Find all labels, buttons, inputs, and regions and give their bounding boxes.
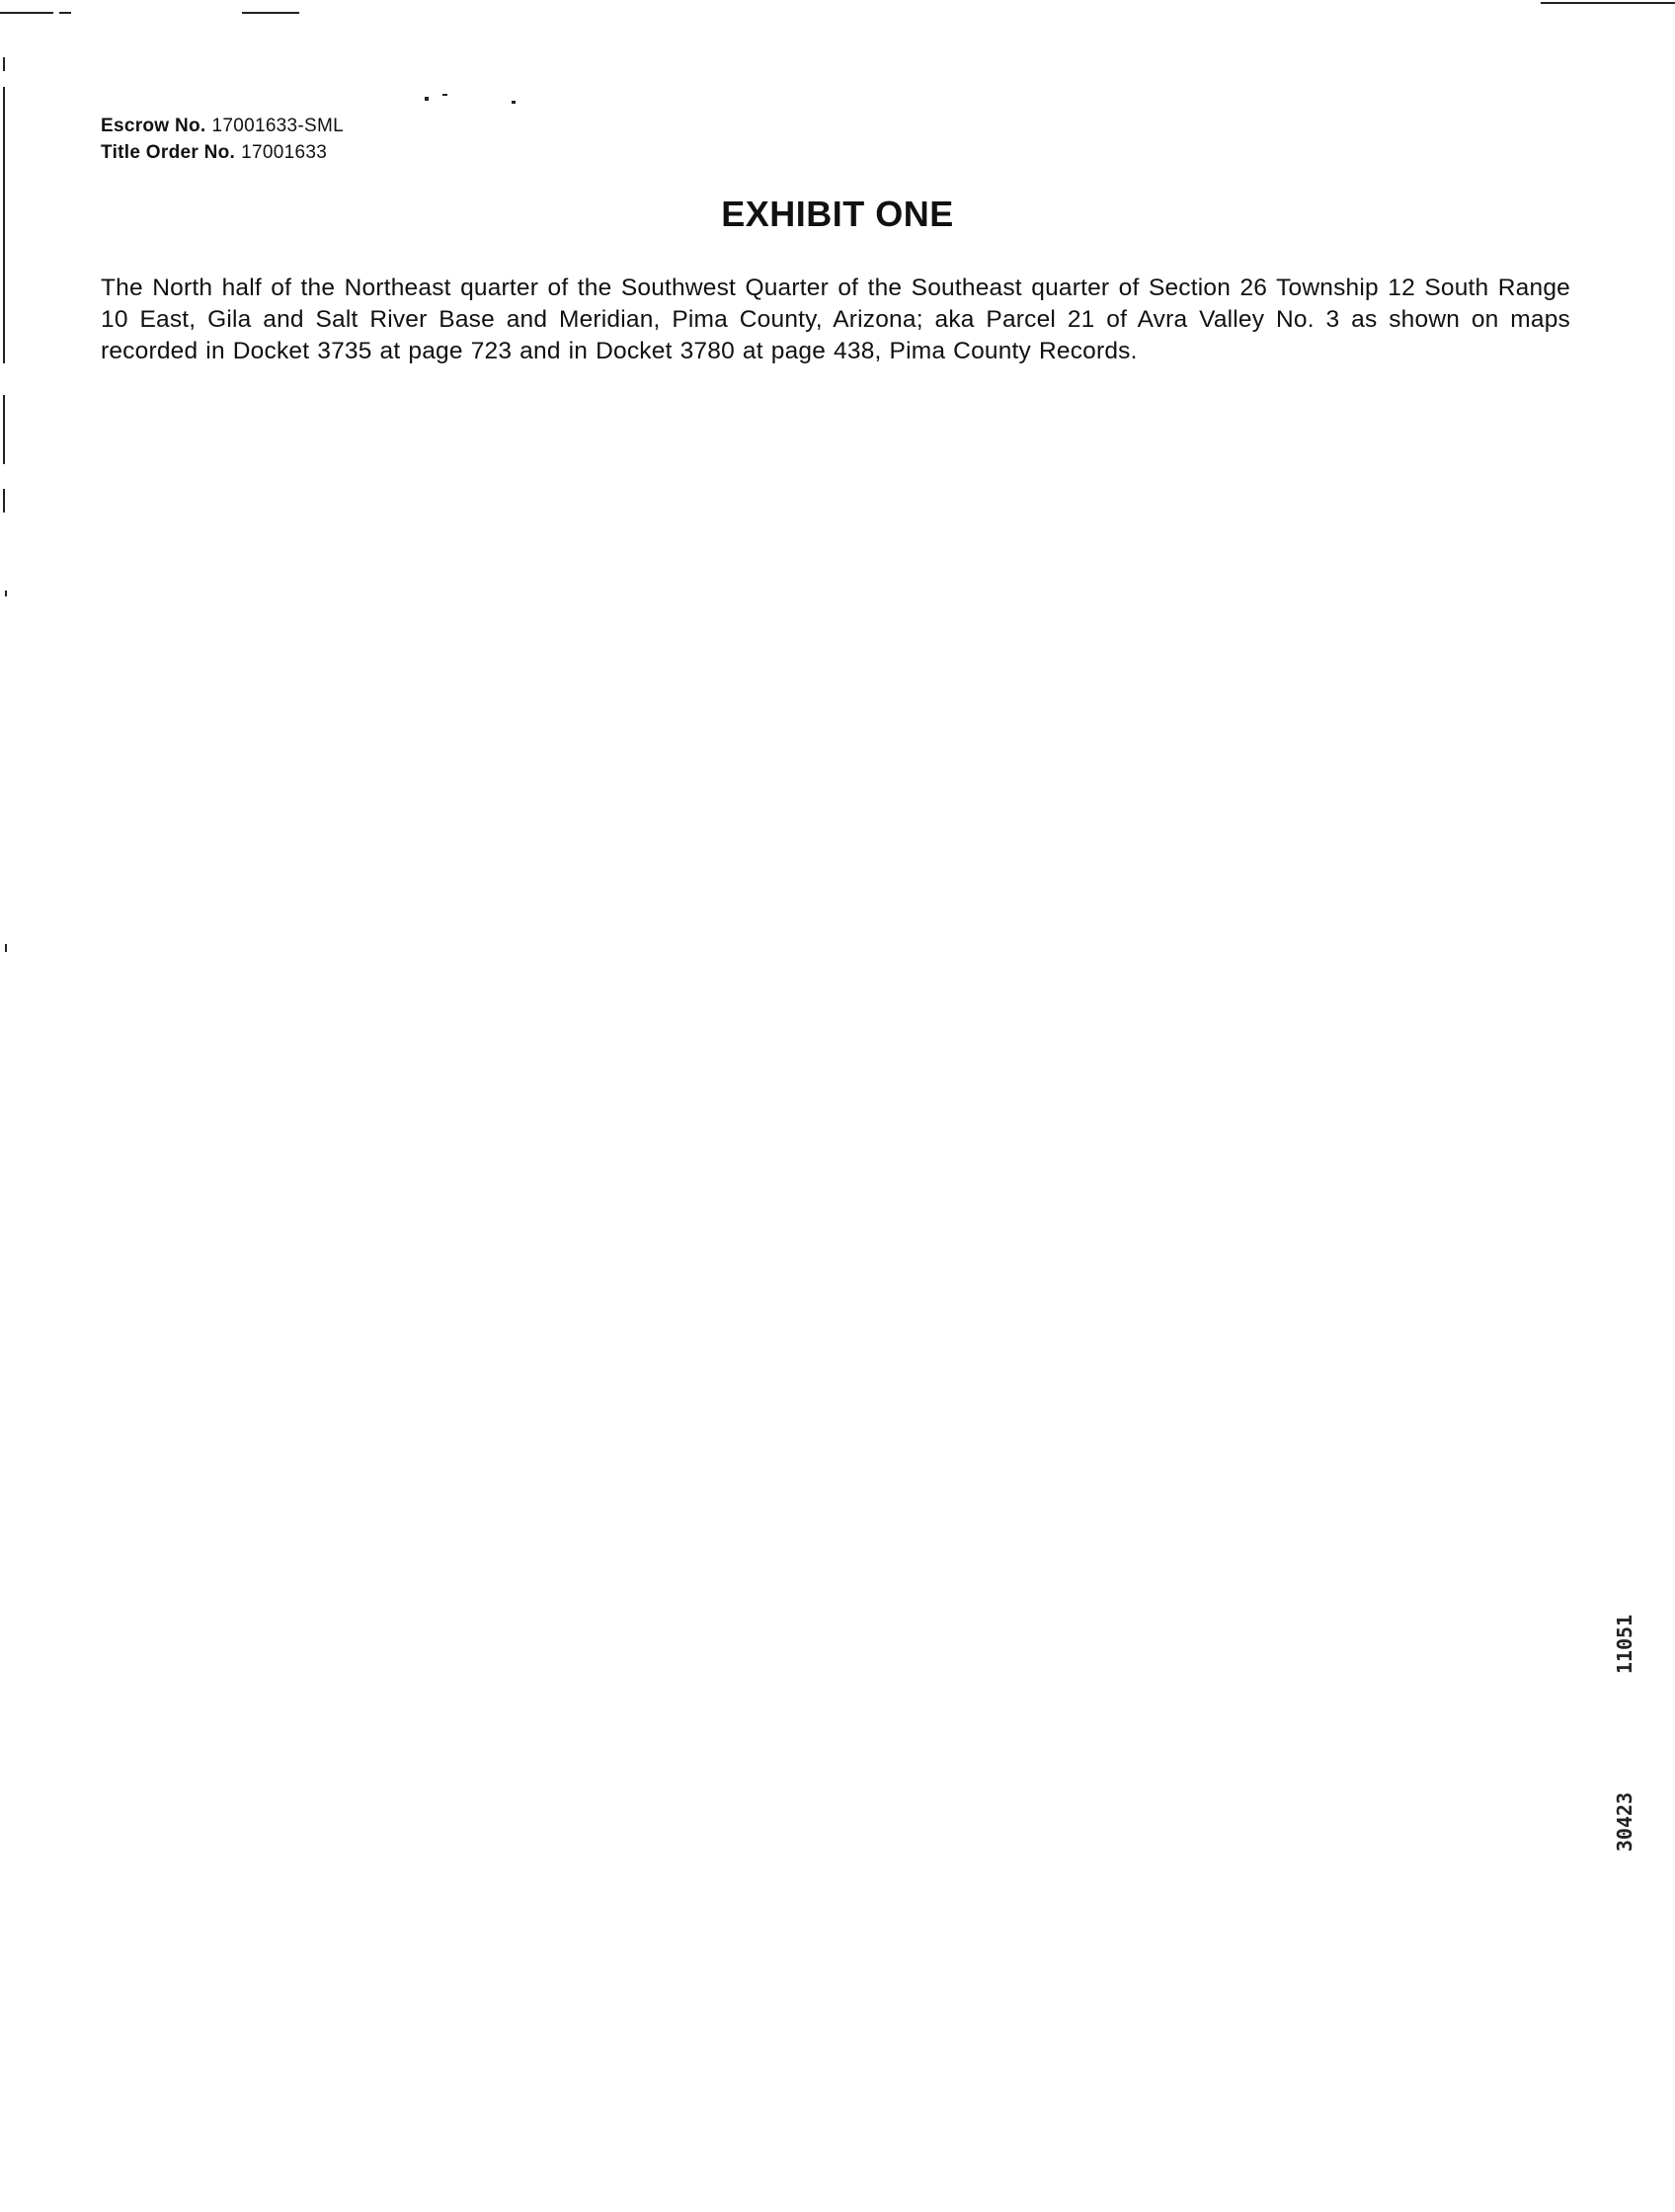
- scan-edge-left-1: [3, 57, 5, 71]
- scan-edge-left-6: [5, 944, 7, 952]
- escrow-line: [101, 113, 344, 139]
- stamp-number-upper: 11051: [1613, 1614, 1636, 1675]
- escrow-number: 17001633-SML: [211, 116, 345, 136]
- title-order-line: [101, 139, 344, 166]
- scan-speck-1: [425, 97, 429, 101]
- scan-edge-left-5: [5, 591, 7, 596]
- scan-line-top-center: [242, 12, 299, 14]
- header-block: [101, 113, 344, 166]
- page-title: [0, 194, 1675, 235]
- scan-line-top-left-2: [59, 12, 71, 14]
- scan-speck-2: [442, 94, 447, 96]
- escrow-label: Escrow No.: [101, 116, 206, 136]
- exhibit-title: EXHIBIT ONE: [721, 194, 954, 234]
- scan-line-top-right: [1541, 2, 1675, 4]
- scan-speck-3: [512, 101, 516, 104]
- scan-line-top-left-1: [0, 12, 53, 14]
- scan-edge-left-3: [3, 395, 5, 464]
- title-order-number: 17001633: [241, 142, 328, 163]
- legal-description: The North half of the Northeast quarter of the Southwest Quarter of the Southeast quarter of Section 26 Township 12 South Range 10 East, Gila and Salt River Base and Meridian, Pima County, Arizona; aka Parcel 21 of Avra Valley No. 3 as shown on maps recorded in Docket 3735 at page 723 and in Docket 3780 at page 438, Pima County Records.: [101, 275, 1570, 364]
- title-order-label: Title Order No.: [101, 142, 236, 163]
- scan-edge-left-4: [3, 489, 5, 513]
- stamp-number-lower: 30423: [1613, 1791, 1636, 1853]
- recording-stamp: [1612, 1565, 1634, 1901]
